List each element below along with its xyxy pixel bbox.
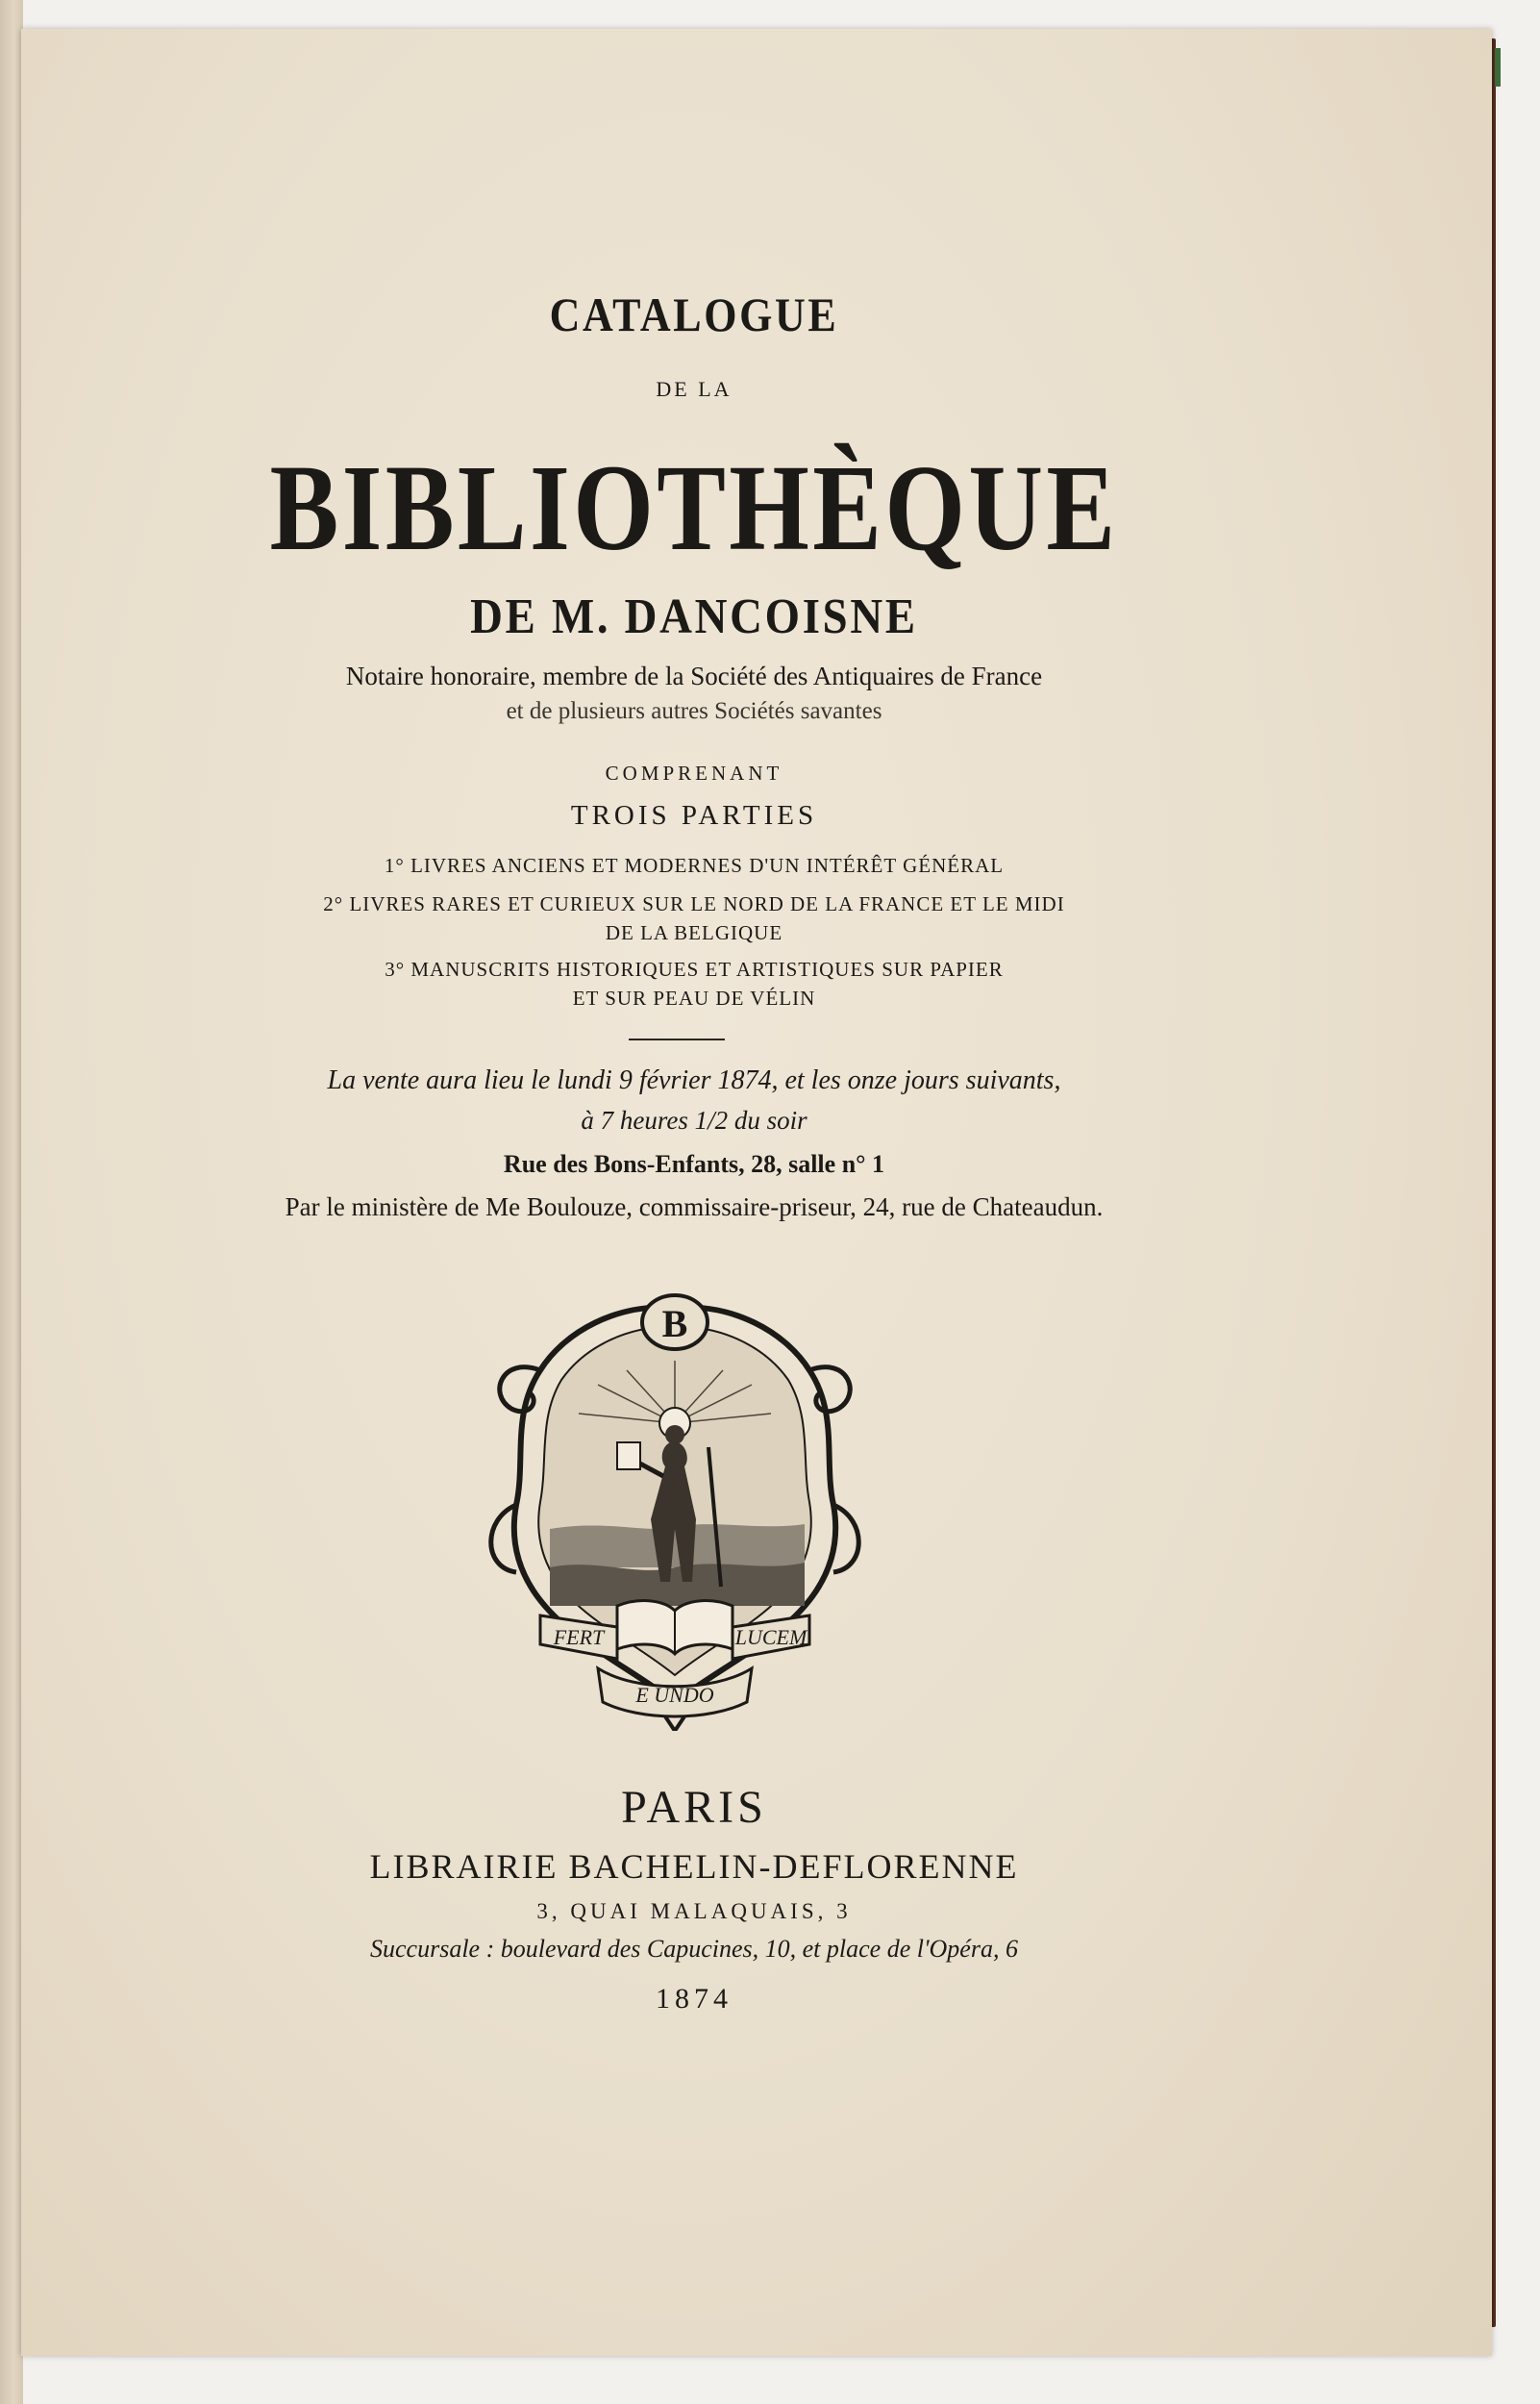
part-item: 3° MANUSCRITS HISTORIQUES ET ARTISTIQUES SUR PAPIER <box>385 958 1004 981</box>
publisher-address: 3, QUAI MALAQUAIS, 3 <box>536 1899 852 1923</box>
motto-right: LUCEM <box>734 1625 807 1649</box>
trois-parties-heading: TROIS PARTIES <box>570 800 818 831</box>
title-page <box>21 29 1492 2356</box>
sale-time: à 7 heures 1/2 du soir <box>581 1106 807 1135</box>
emblem-monogram: B <box>661 1302 688 1345</box>
motto-bottom: E UNDO <box>635 1683 714 1707</box>
part-item-continued: DE LA BELGIQUE <box>605 921 783 944</box>
part-item: 2° LIVRES RARES ET CURIEUX SUR LE NORD DE LA FRANCE ET LE MIDI <box>323 892 1065 915</box>
publisher-name: LIBRAIRIE BACHELIN-DEFLORENNE <box>369 1847 1019 1886</box>
owner-description: Notaire honoraire, membre de la Société des Antiquaires de France <box>345 662 1043 690</box>
title-catalogue: CATALOGUE <box>549 288 839 341</box>
city: PARIS <box>621 1782 767 1833</box>
title-de-la: DE LA <box>656 377 733 401</box>
part-item: 1° LIVRES ANCIENS ET MODERNES D'UN INTÉRÊT GÉNÉRAL <box>384 854 1005 877</box>
title-bibliotheque: BIBLIOTHÈQUE <box>269 439 1119 576</box>
printer-emblem-icon <box>473 1279 877 1731</box>
sale-date: La vente aura lieu le lundi 9 février 1874, et les onze jours suivants, <box>327 1065 1061 1095</box>
motto-left: FERT <box>553 1625 605 1649</box>
publication-year: 1874 <box>656 1983 733 2015</box>
cover-edge <box>1495 48 1501 87</box>
divider-rule <box>629 1039 725 1040</box>
comprenant-label: COMPRENANT <box>605 762 783 785</box>
book-spine <box>0 0 23 2404</box>
auctioneer-line: Par le ministère de Me Boulouze, commissaire-priseur, 24, rue de Chateaudun. <box>285 1192 1104 1221</box>
part-item-continued: ET SUR PEAU DE VÉLIN <box>572 987 816 1010</box>
owner-name: DE M. DANCOISNE <box>470 589 918 644</box>
owner-societies: et de plusieurs autres Sociétés savantes <box>506 698 882 724</box>
branch-address: Succursale : boulevard des Capucines, 10, et place de l'Opéra, 6 <box>370 1935 1018 1963</box>
sale-address: Rue des Bons-Enfants, 28, salle n° 1 <box>503 1150 885 1178</box>
